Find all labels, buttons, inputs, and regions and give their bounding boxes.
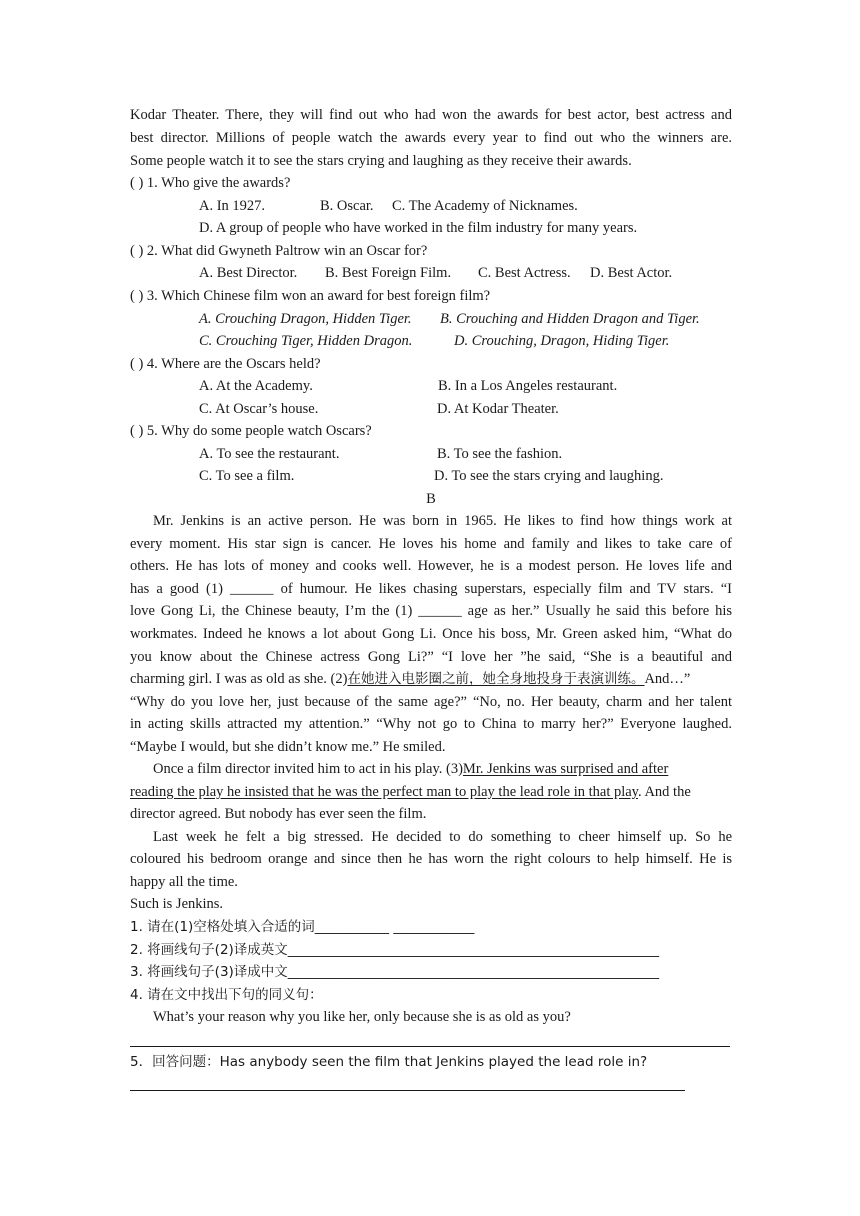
question-4-stem: ( ) 4. Where are the Oscars held?: [130, 356, 321, 372]
question-2-stem: ( ) 2. What did Gwyneth Paltrow win an Oscar for?: [130, 243, 428, 259]
passage-b-line: in acting skills attracted my attention.” “Why not go to China to marry her?” Everyone laughed.: [130, 716, 732, 732]
q5-option-b: B. To see the fashion.: [437, 446, 563, 462]
q2-option-a: A. Best Director.: [199, 265, 298, 281]
q2-option-c: C. Best Actress.: [478, 265, 571, 281]
passage-b-line: Last week he felt a big stressed. He decided to do something to cheer himself up. So he: [153, 829, 732, 845]
passage-a-line: Kodar Theater. There, they will find out who had won the awards for best actor, best actress and: [130, 107, 732, 123]
q4-option-c: C. At Oscar’s house.: [199, 401, 319, 417]
question-1-stem: ( ) 1. Who give the awards?: [130, 175, 291, 191]
passage-b-line: has a good (1) ______ of humour. He likes chasing superstars, especially film and TV stars. “I: [130, 581, 732, 597]
passage-b-line: Such is Jenkins.: [130, 896, 224, 912]
passage-a-line: Some people watch it to see the stars crying and laughing as they receive their awards.: [130, 153, 632, 169]
q3-option-d: D. Crouching, Dragon, Hiding Tiger.: [454, 333, 670, 349]
underlined-sentence-3-cont: reading the play he insisted that he was the perfect man to play the lead role in that play: [130, 784, 638, 800]
passage-b-line: director agreed. But nobody has ever seen the film.: [130, 806, 427, 822]
passage-b-line: happy all the time.: [130, 874, 238, 890]
task-5: 5．回答问题：Has anybody seen the film that Jenkins played the lead role in?: [130, 1054, 648, 1070]
answer-line: [130, 1090, 685, 1091]
underlined-sentence-3: Mr. Jenkins was surprised and after: [462, 761, 669, 777]
line-text: Once a film director invited him to act in his play. (3): [153, 761, 463, 777]
q5-option-c: C. To see a film.: [199, 468, 295, 484]
passage-b-line: love Gong Li, the Chinese beauty, I’m the (1) ______ age as her.” Usually he said this before his: [130, 603, 732, 619]
passage-b-line: Mr. Jenkins is an active person. He was born in 1965. He likes to find how things work at: [153, 513, 732, 529]
task-4-sentence: What’s your reason why you like her, only because she is as old as you?: [153, 1009, 571, 1025]
q2-option-b: B. Best Foreign Film.: [325, 265, 452, 281]
task-2: 2. 将画线句子(2)译成英文_______________________________________________________: [130, 942, 660, 958]
q3-option-a: A. Crouching Dragon, Hidden Tiger.: [199, 311, 412, 327]
q5-option-a: A. To see the restaurant.: [199, 446, 340, 462]
passage-b-line-with-underline: [130, 668, 732, 690]
q1-option-d: D. A group of people who have worked in the film industry for many years.: [199, 220, 638, 236]
q1-option-a: A. In 1927.: [199, 198, 266, 214]
q1-option-b: B. Oscar.: [320, 198, 374, 214]
q5-option-d: D. To see the stars crying and laughing.: [434, 468, 664, 484]
line-text: charming girl. I was as old as she. (2): [130, 671, 348, 687]
underlined-sentence-2: 在她进入电影圈之前，她全身地投身于表演训练。: [347, 671, 645, 687]
q4-option-b: B. In a Los Angeles restaurant.: [438, 378, 618, 394]
q4-option-d: D. At Kodar Theater.: [437, 401, 559, 417]
line-text: . And the: [638, 784, 691, 800]
passage-b-line: every moment. His star sign is cancer. He loves his home and family and likes to take care of: [130, 536, 732, 552]
q3-option-b: B. Crouching and Hidden Dragon and Tiger.: [440, 311, 700, 327]
q1-option-c: C. The Academy of Nicknames.: [392, 198, 578, 214]
answer-line: [130, 1046, 730, 1047]
passage-b-line: coloured his bedroom orange and since then he has worn the right colours to help himself. He is: [130, 851, 732, 867]
passage-b-line: others. He has lots of money and cooks well. However, he is a modest person. He loves life and: [130, 558, 732, 574]
question-3-stem: ( ) 3. Which Chinese film won an award for best foreign film?: [130, 288, 491, 304]
q2-option-d: D. Best Actor.: [590, 265, 673, 281]
passage-b-line: “Maybe I would, but she didn’t know me.” He smiled.: [130, 739, 446, 755]
task-4: 4. 请在文中找出下句的同义句：: [130, 987, 323, 1003]
passage-b-line: you know about the Chinese actress Gong Li?” “I love her ”he said, “She is a beautiful and: [130, 649, 732, 665]
section-b-heading: B: [426, 491, 436, 507]
passage-b-line: “Why do you love her, just because of the same age?” “No, no. Her beauty, charm and her talent: [130, 694, 732, 710]
task-1: 1. 请在(1)空格处填入合适的词___________ ____________: [130, 919, 475, 935]
line-text: And…”: [644, 671, 691, 687]
passage-b-line-with-underline: [153, 758, 732, 780]
q4-option-a: A. At the Academy.: [199, 378, 313, 394]
q3-option-c: C. Crouching Tiger, Hidden Dragon.: [199, 333, 413, 349]
question-5-stem: ( ) 5. Why do some people watch Oscars?: [130, 423, 372, 439]
passage-b-line: workmates. Indeed he knows a lot about Gong Li. Once his boss, Mr. Green asked him, “What do: [130, 626, 732, 642]
task-3: 3. 将画线句子(3)译成中文_______________________________________________________: [130, 964, 660, 980]
passage-b-line-with-underline: [130, 781, 732, 803]
passage-a-line: best director. Millions of people watch the awards every year to find out who the winners are.: [130, 130, 732, 146]
